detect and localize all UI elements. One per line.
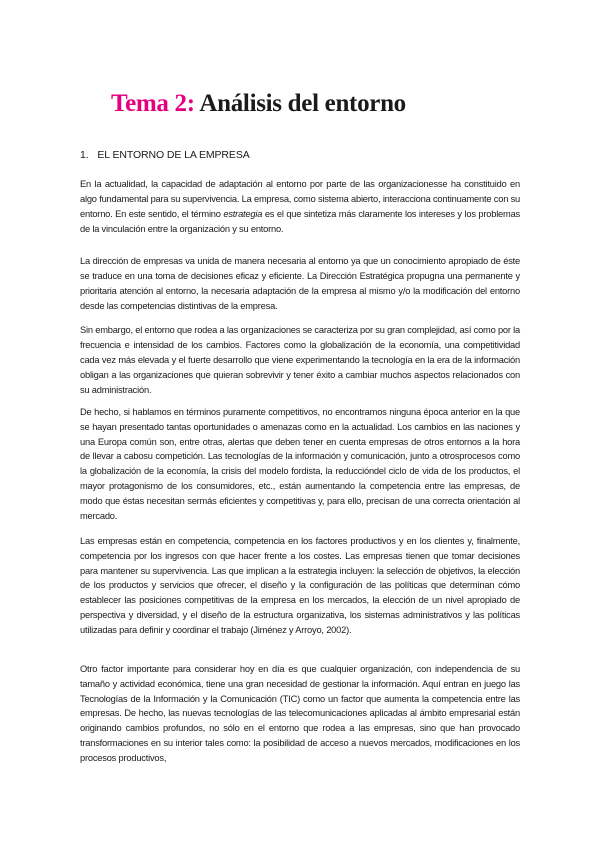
paragraph-1	[80, 177, 520, 237]
paragraph-3: Sin embargo, el entorno que rodea a las organizaciones se caracteriza por su gran complejidad, así como por la frecuencia e intensidad de los cambios. Factores como la globalización de la economía, una competitividad cada vez más elevada y el fuerte desarrollo que viene experimentando la tecnología en la era de la información obligan a las organizaciones que quieran sobrevivir y tener éxito a cambiar muchos aspectos relacionados con su administración.	[80, 325, 521, 395]
paragraph-5: Las empresas están en competencia, competencia en los factores productivos y en los clientes y, finalmente, competencia por los ingresos con que hacer frente a los costes. Las empresas tienen que tomar decisiones para mantener su supervivencia. Las que implican a la estrategia incluyen: la selección de objetivos, la elección de los productos y servicios que ofrecer, el diseño y la configuración de las políticas que determinan cómo establecer las posiciones competitivas de la empresa en los mercados, la elección de un nivel apropiado de perspectiva y diversidad, y el diseño de la estructura organizativa, los sistemas administrativos y las políticas utilizadas para definir y coordinar el trabajo (Jiménez y Arroyo, 2002).	[80, 536, 520, 635]
document-title	[111, 90, 406, 118]
section-title: EL ENTORNO DE LA EMPRESA	[97, 149, 250, 161]
paragraph-1-before: En la actualidad, la capacidad de adaptación al entorno por parte de las organizacionesse ha constituido en algo fundamental para su supervivencia. La empresa, como sistema abierto, interacciona continuamente con su entorno. En este sentido, el término	[80, 179, 520, 219]
title-number: Tema 2:	[111, 90, 195, 117]
paragraph-1-after: es el que sintetiza más claramente los intereses y los problemas de la vinculación entre la organización y su entorno.	[80, 209, 520, 234]
paragraph-1-italic-term: estrategia	[223, 209, 263, 219]
paragraph-4: De hecho, si hablamos en términos puramente competitivos, no encontramos ninguna época anterior en la que se hayan presentado tantas oportunidades o amenazas como en la actualidad. Los cambios en las naciones y una Europa común son, entre otras, alertas que deben tener en cuenta empresas de otros entornos a la hora de llevar a cabosu competición. Las tecnologías de la información y comunicación, junto a otrosprocesos como la globalización de la economía, la crisis del modelo fordista, la reduccióndel ciclo de vida de los productos, el mayor protagonismo de los consumidores, etc., están aumentando la competencia entre las empresas, de modo que éstas necesitan sermás eficientes y competitivas y, para ello, precisan de una correcta orientación al mercado.	[80, 407, 520, 521]
title-name: Análisis del entorno	[199, 90, 406, 117]
section-number: 1.	[80, 149, 89, 161]
paragraph-6: Otro factor importante para considerar hoy en día es que cualquier organización, con independencia de su tamaño y actividad económica, tiene una gran necesidad de gestionar la información. Aquí entran en juego las Tecnologías de la Información y la Comunicación (TIC) como un factor que aumenta la competencia entre las empresas. De hecho, las nuevas tecnologías de las telecomunicaciones aplicadas al ámbito empresarial están originando cambios profundos, no sólo en el entorno que rodea a las empresas, sino que han provocado transformaciones en su interior tales como: la posibilidad de acceso a nuevos mercados, modificaciones en los procesos productivos,	[80, 664, 520, 763]
paragraph-2: La dirección de empresas va unida de manera necesaria al entorno ya que un conocimiento apropiado de éste se traduce en una toma de decisiones eficaz y eficiente. La Dirección Estratégica propugna una permanente y prioritaria atención al entorno, la necesaria adaptación de la empresa al mismo y/o la modificación del entorno desde las competencias distintivas de la empresa.	[80, 256, 520, 311]
section-heading	[80, 149, 250, 161]
